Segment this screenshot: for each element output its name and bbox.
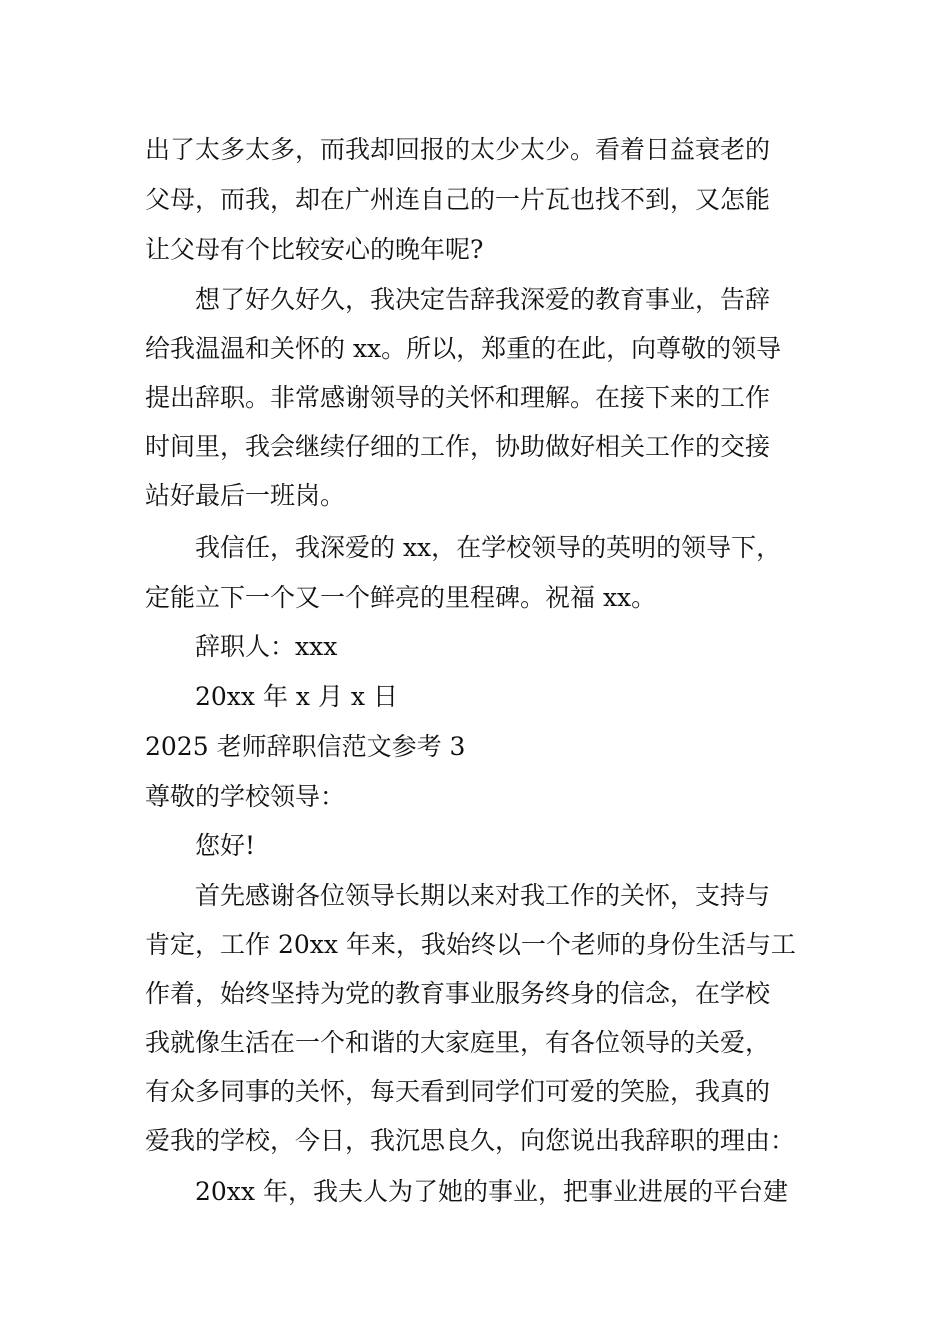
text-line: 提出辞职。非常感谢领导的关怀和理解。在接下来的工作 <box>145 383 771 412</box>
section-title: 2025 老师辞职信范文参考 3 <box>145 732 466 761</box>
text-line: 想了好久好久，我决定告辞我深爱的教育事业，告辞 <box>195 285 771 314</box>
text-line: 作着，始终坚持为党的教育事业服务终身的信念，在学校 <box>145 979 771 1008</box>
text-line: 首先感谢各位领导长期以来对我工作的关怀，支持与 <box>195 881 771 910</box>
text-line: 爱我的学校，今日，我沉思良久，向您说出我辞职的理由： <box>145 1126 796 1155</box>
text-line: 我就像生活在一个和谐的大家庭里，有各位领导的关爱， <box>145 1028 771 1057</box>
signer-line: 辞职人：xxx <box>195 632 338 661</box>
text-line: 我信任，我深爱的 xx，在学校领导的英明的领导下， <box>195 533 782 562</box>
date-line: 20xx 年 x 月 x 日 <box>195 682 398 711</box>
text-line: 定能立下一个又一个鲜亮的里程碑。祝福 xx。 <box>145 583 657 612</box>
text-line: 肯定，工作 20xx 年来，我始终以一个老师的身份生活与工 <box>145 930 796 959</box>
text-line: 出了太多太多，而我却回报的太少太少。看着日益衰老的 <box>145 135 771 164</box>
salutation: 尊敬的学校领导： <box>145 782 346 811</box>
text-line: 20xx 年，我夫人为了她的事业，把事业进展的平台建 <box>195 1177 788 1206</box>
text-line: 站好最后一班岗。 <box>145 481 346 510</box>
text-line: 给我温温和关怀的 xx。所以，郑重的在此，向尊敬的领导 <box>145 334 782 363</box>
text-line: 时间里，我会继续仔细的工作，协助做好相关工作的交接 <box>145 432 771 461</box>
text-line: 有众多同事的关怀，每天看到同学们可爱的笑脸，我真的 <box>145 1077 771 1106</box>
greeting: 您好! <box>195 831 256 860</box>
text-line: 让父母有个比较安心的晚年呢? <box>145 235 484 264</box>
text-line: 父母，而我，却在广州连自己的一片瓦也找不到，又怎能 <box>145 185 771 214</box>
